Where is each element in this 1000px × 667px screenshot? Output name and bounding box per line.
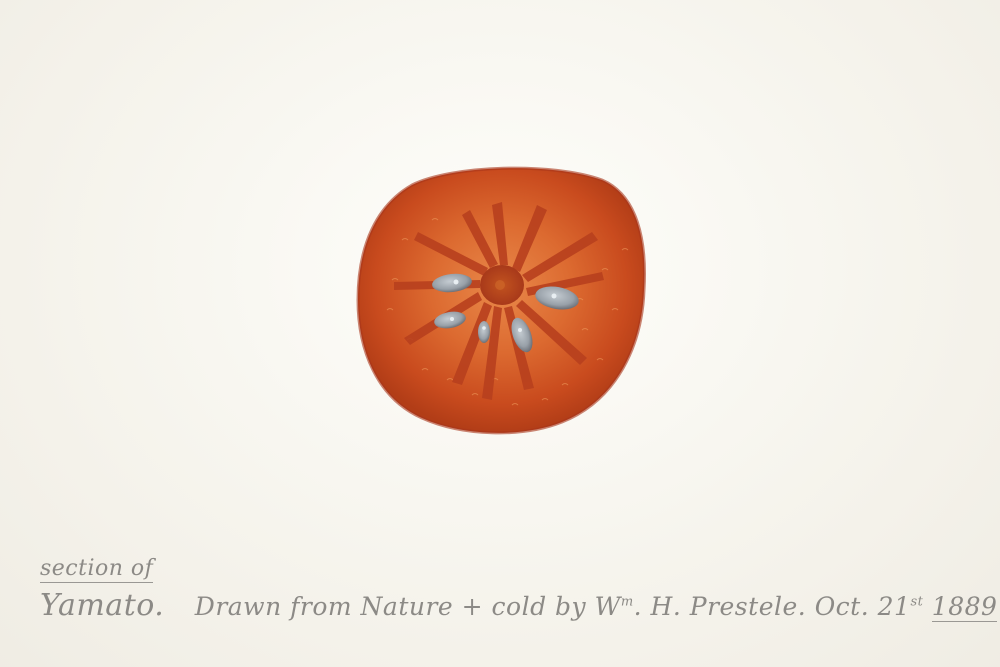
variety-title: Yamato.: [40, 588, 165, 623]
credit-text: Drawn from Nature + cold by W: [194, 592, 621, 621]
date-text: Oct. 21: [814, 592, 911, 621]
artist-name: . H. Prestele.: [633, 592, 807, 621]
date-superscript: st: [910, 594, 924, 610]
credit-superscript: m: [620, 594, 634, 610]
section-of-text: section of: [40, 556, 154, 581]
caption-line-1: [40, 556, 153, 581]
caption-line-2: [40, 588, 997, 623]
year-text: 1889: [931, 592, 998, 621]
